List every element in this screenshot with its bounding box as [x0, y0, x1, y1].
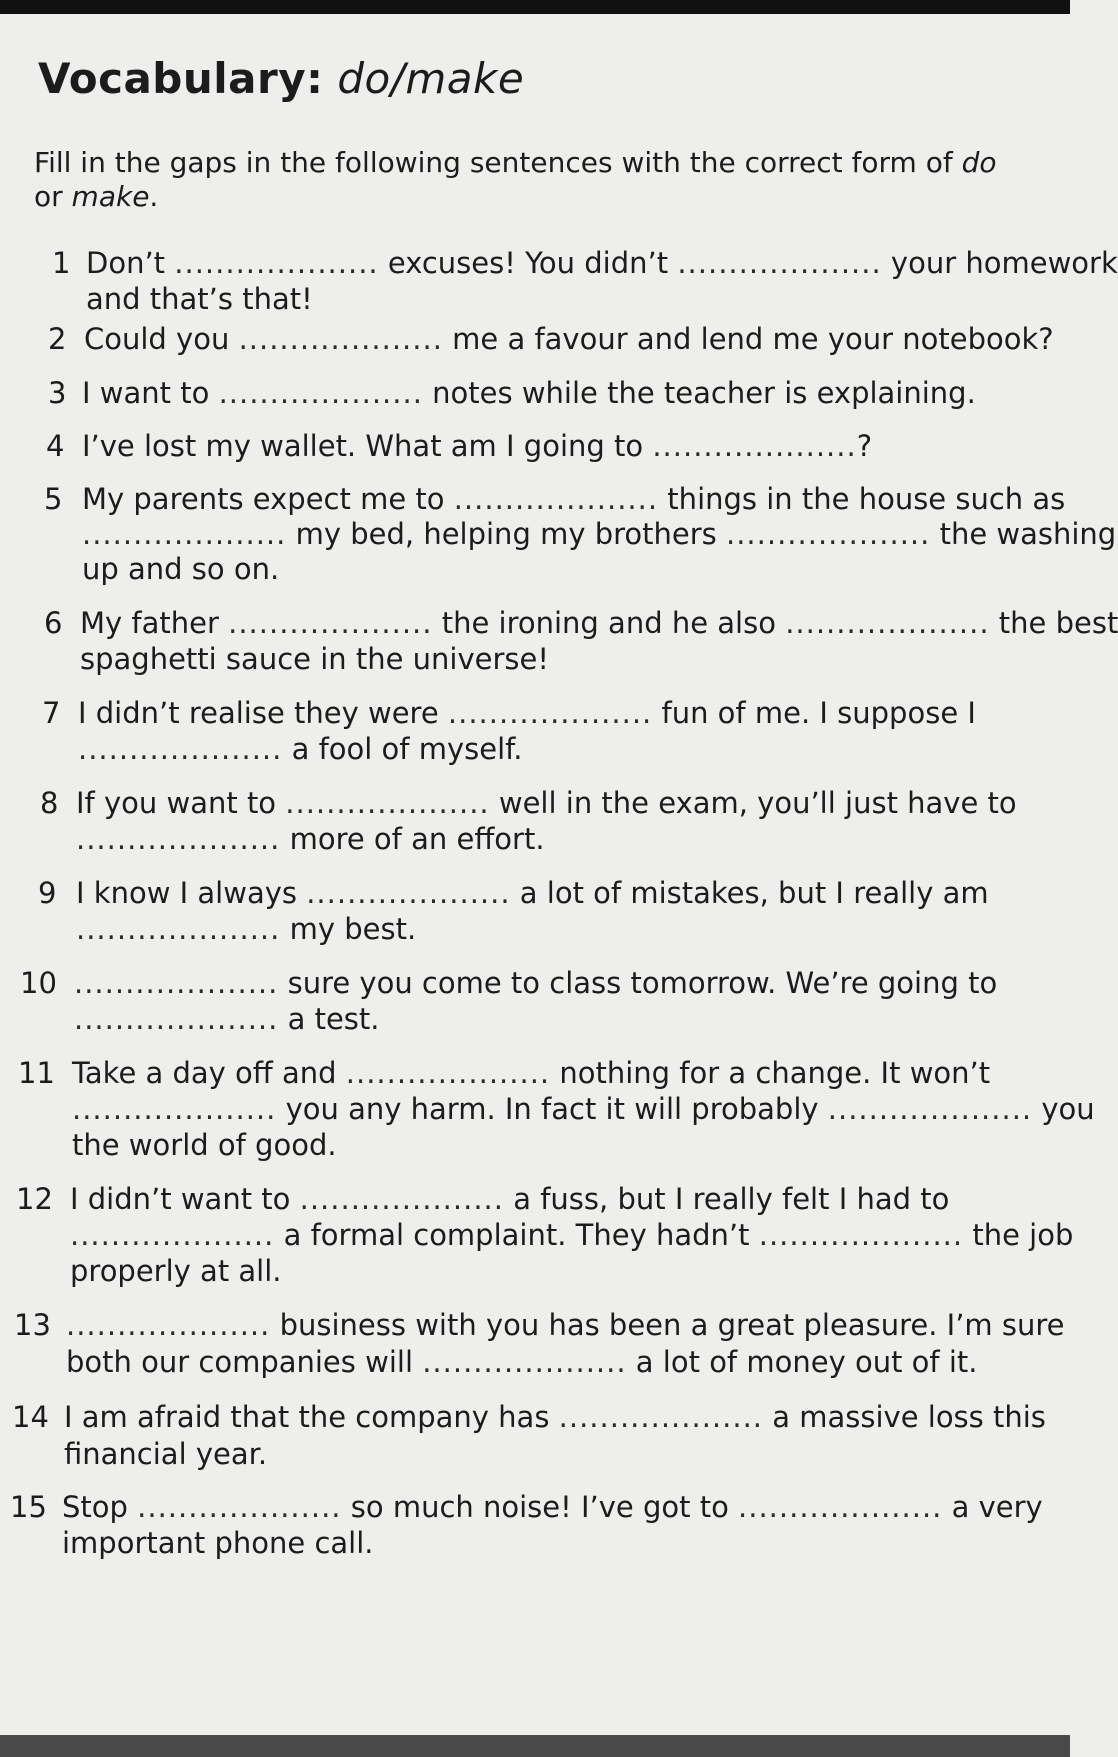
sentence-text: things in the house such as: [658, 482, 1066, 516]
sentence-line: [82, 515, 1116, 554]
sentence-line: [84, 320, 1054, 359]
sentence-line: [82, 427, 872, 466]
blank-gap[interactable]: ....................: [738, 1490, 943, 1524]
sentence-line: [78, 694, 976, 733]
item-number: 5: [44, 482, 63, 516]
sentence-text: my best.: [280, 912, 417, 946]
blank-gap[interactable]: ....................: [74, 966, 279, 1000]
sentence-line: [76, 910, 416, 949]
blank-gap[interactable]: ....................: [453, 482, 659, 516]
sentence-text: financial year.: [64, 1437, 268, 1471]
sentence-line: [78, 730, 522, 769]
sentence-text: fun of me. I suppose I: [652, 696, 976, 730]
sentence-text: a formal complaint. They hadn’t: [274, 1218, 759, 1252]
blank-gap[interactable]: ....................: [218, 376, 423, 410]
blank-gap[interactable]: ....................: [785, 606, 990, 640]
sentence-text: the best: [989, 606, 1118, 640]
sentence-line: [74, 964, 997, 1003]
sentence-line: [86, 280, 313, 319]
sentence-text: If you want to: [76, 786, 286, 820]
sentence-text: me a favour and lend me your notebook?: [442, 322, 1054, 356]
instructions-or: or: [34, 180, 72, 213]
sentence-text: Take a day off and: [72, 1056, 346, 1090]
sentence-text: sure you come to class tomorrow. We’re going to: [278, 966, 998, 1000]
blank-gap[interactable]: ....................: [345, 1056, 551, 1090]
blank-gap[interactable]: ....................: [82, 517, 287, 551]
item-number: 2: [48, 322, 67, 356]
sentence-text: My parents expect me to: [82, 482, 454, 516]
instructions-end: .: [149, 180, 159, 213]
sentence-line: [82, 550, 279, 589]
sentence-text: nothing for a change. It won’t: [550, 1056, 991, 1090]
item-number: 15: [10, 1490, 47, 1524]
instructions-text: Fill in the gaps in the following sentences with the correct form of: [34, 146, 962, 179]
blank-gap[interactable]: ....................: [76, 912, 281, 946]
blank-gap[interactable]: ....................: [66, 1308, 271, 1342]
sentence-text: Don’t: [86, 246, 175, 280]
sentence-text: more of an effort.: [280, 822, 545, 856]
sentence-text: well in the exam, you’ll just have to: [489, 786, 1017, 820]
sentence-text: Could you: [84, 322, 239, 356]
blank-gap[interactable]: ....................: [174, 246, 379, 280]
blank-gap[interactable]: ....................: [74, 1002, 279, 1036]
title-sub: do/make: [337, 54, 525, 103]
item-number: 12: [16, 1182, 53, 1216]
blank-gap[interactable]: ....................: [677, 246, 882, 280]
exercise-list: [0, 14, 1118, 1735]
sentence-text: I know I always: [76, 876, 307, 910]
item-number: 14: [12, 1400, 49, 1434]
blank-gap[interactable]: ....................: [78, 732, 283, 766]
item-number: 11: [18, 1056, 55, 1090]
sentence-text: the washing: [930, 517, 1117, 551]
sentence-line: [64, 1435, 267, 1474]
worksheet-page: [0, 14, 1118, 1735]
sentence-text: spaghetti sauce in the universe!: [80, 642, 549, 676]
sentence-text: both our companies will: [66, 1345, 423, 1379]
blank-gap[interactable]: ....................: [827, 1092, 1033, 1126]
sentence-line: [82, 374, 976, 413]
title-main: Vocabulary:: [38, 54, 324, 103]
blank-gap[interactable]: ....................: [72, 1092, 277, 1126]
sentence-text: Stop: [62, 1490, 138, 1524]
sentence-line: [82, 480, 1065, 519]
blank-gap[interactable]: ....................: [70, 1218, 275, 1252]
sentence-line: [70, 1252, 282, 1291]
instructions-do: do: [961, 146, 997, 179]
sentence-line: [66, 1343, 977, 1382]
sentence-line: [70, 1180, 949, 1219]
blank-gap[interactable]: ....................: [306, 876, 511, 910]
sentence-text: your homework: [881, 246, 1118, 280]
sentence-text: I am afraid that the company has: [64, 1400, 559, 1434]
sentence-text: you: [1032, 1092, 1095, 1126]
sentence-text: business with you has been a great pleasure. I’m sure: [270, 1308, 1065, 1342]
sentence-line: [80, 604, 1118, 643]
top-edge-bar: [0, 0, 1070, 14]
sentence-text: a fuss, but I really felt I had to: [504, 1182, 950, 1216]
sentence-text: ?: [856, 429, 873, 463]
sentence-text: so much noise! I’ve got to: [341, 1490, 739, 1524]
item-number: 8: [40, 786, 59, 820]
blank-gap[interactable]: ....................: [76, 822, 281, 856]
sentence-text: My father: [80, 606, 229, 640]
sentence-text: I didn’t realise they were: [78, 696, 448, 730]
sentence-text: properly at all.: [70, 1254, 282, 1288]
sentence-text: the world of good.: [72, 1128, 337, 1162]
sentence-line: [70, 1216, 1073, 1255]
sentence-text: you any harm. In fact it will probably: [276, 1092, 828, 1126]
sentence-line: [74, 1000, 380, 1039]
sentence-line: [76, 820, 545, 859]
sentence-line: [80, 640, 549, 679]
item-number: 10: [20, 966, 57, 1000]
blank-gap[interactable]: ....................: [285, 786, 490, 820]
sentence-line: [66, 1306, 1065, 1345]
sentence-line: [76, 784, 1017, 823]
sentence-text: my bed, helping my brothers: [286, 517, 726, 551]
sentence-line: [86, 244, 1118, 283]
item-number: 1: [52, 246, 71, 280]
bottom-edge-bar: [0, 1735, 1070, 1757]
blank-gap[interactable]: ....................: [299, 1182, 504, 1216]
item-number: 4: [46, 429, 65, 463]
sentence-text: a very: [942, 1490, 1043, 1524]
sentence-text: I didn’t want to: [70, 1182, 300, 1216]
sentence-line: [72, 1126, 337, 1165]
item-number: 3: [48, 376, 67, 410]
instructions-make: make: [71, 180, 150, 213]
item-number: 7: [42, 696, 61, 730]
sentence-text: a massive loss this: [763, 1400, 1046, 1434]
sentence-text: important phone call.: [62, 1526, 374, 1560]
blank-gap[interactable]: ....................: [758, 1218, 964, 1252]
sentence-text: I want to: [82, 376, 219, 410]
sentence-text: a lot of money out of it.: [626, 1345, 978, 1379]
sentence-text: the job: [963, 1218, 1074, 1252]
sentence-text: notes while the teacher is explaining.: [422, 376, 976, 410]
sentence-line: [64, 1398, 1046, 1437]
sentence-line: [62, 1488, 1043, 1527]
sentence-line: [62, 1524, 374, 1563]
sentence-text: up and so on.: [82, 552, 280, 586]
blank-gap[interactable]: ....................: [238, 322, 443, 356]
sentence-text: a lot of mistakes, but I really am: [510, 876, 989, 910]
blank-gap[interactable]: ....................: [228, 606, 433, 640]
item-number: 6: [44, 606, 63, 640]
sentence-text: the ironing and he also: [432, 606, 786, 640]
blank-gap[interactable]: ....................: [652, 429, 857, 463]
sentence-line: [72, 1090, 1095, 1129]
blank-gap[interactable]: ....................: [422, 1345, 627, 1379]
sentence-text: and that’s that!: [86, 282, 313, 316]
sentence-text: excuses! You didn’t: [378, 246, 678, 280]
blank-gap[interactable]: ....................: [447, 696, 653, 730]
sentence-line: [76, 874, 989, 913]
sentence-text: a fool of myself.: [282, 732, 523, 766]
item-number: 9: [38, 876, 57, 910]
sentence-text: I’ve lost my wallet. What am I going to: [82, 429, 653, 463]
blank-gap[interactable]: ....................: [558, 1400, 764, 1434]
sentence-line: [72, 1054, 990, 1093]
item-number: 13: [14, 1308, 51, 1342]
blank-gap[interactable]: ....................: [725, 517, 931, 551]
blank-gap[interactable]: ....................: [137, 1490, 342, 1524]
sentence-text: a test.: [278, 1002, 380, 1036]
